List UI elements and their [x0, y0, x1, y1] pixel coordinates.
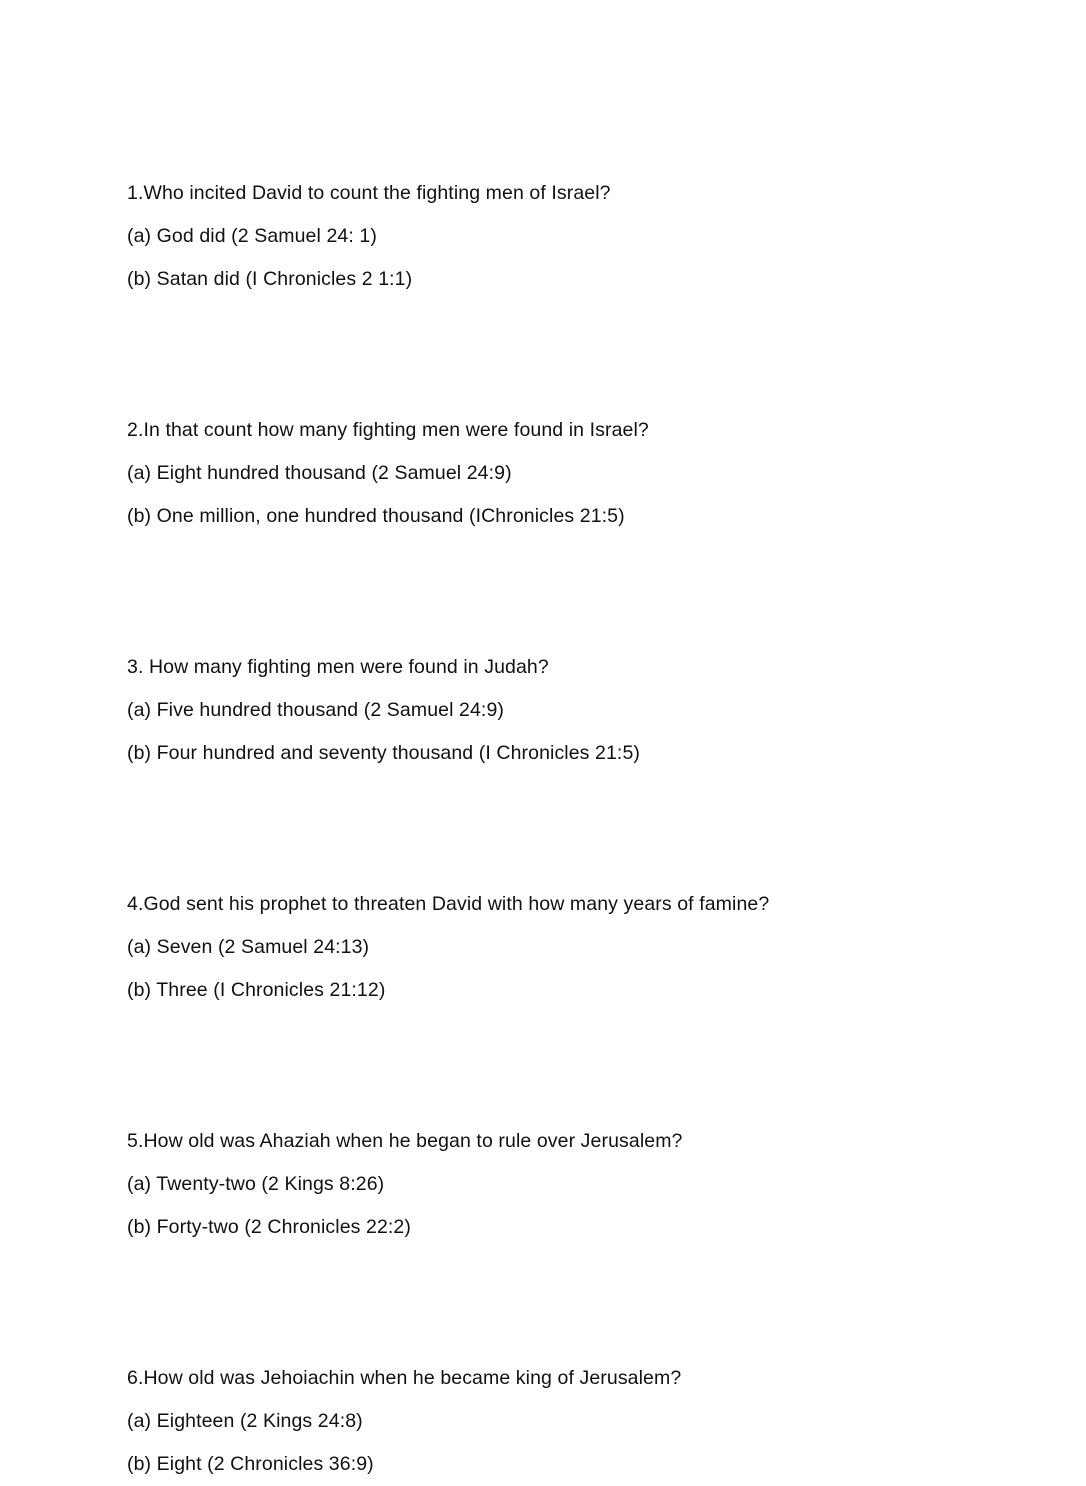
question-prompt: 5.How old was Ahaziah when he began to rule over Jerusalem? [127, 1130, 683, 1152]
question-block-3 [127, 646, 1086, 775]
question-block-4 [127, 883, 1086, 1012]
question-block-6 [127, 1357, 1086, 1486]
question-prompt: 2.In that count how many fighting men were found in Israel? [127, 419, 649, 441]
question-option-b: (b) Four hundred and seventy thousand (I Chronicles 21:5) [127, 742, 640, 764]
question-option-b: (b) Satan did (I Chronicles 2 1:1) [127, 268, 413, 290]
question-option-a: (a) Eight hundred thousand (2 Samuel 24:9) [127, 462, 512, 484]
question-option-b: (b) Three (I Chronicles 21:12) [127, 979, 386, 1001]
question-option-b: (b) One million, one hundred thousand (IChronicles 21:5) [127, 505, 625, 527]
question-option-a: (a) Seven (2 Samuel 24:13) [127, 936, 370, 958]
question-block-5 [127, 1120, 1086, 1249]
question-prompt: 1.Who incited David to count the fighting men of Israel? [127, 182, 611, 204]
question-block-2 [127, 409, 1086, 538]
question-option-a: (a) Five hundred thousand (2 Samuel 24:9) [127, 699, 504, 721]
question-option-a: (a) Twenty-two (2 Kings 8:26) [127, 1173, 385, 1195]
question-option-b: (b) Forty-two (2 Chronicles 22:2) [127, 1216, 411, 1238]
question-block-1 [127, 172, 1086, 301]
question-prompt: 4.God sent his prophet to threaten David with how many years of famine? [127, 893, 770, 915]
question-prompt: 6.How old was Jehoiachin when he became king of Jerusalem? [127, 1367, 682, 1389]
question-prompt: 3. How many fighting men were found in Judah? [127, 656, 549, 678]
question-option-b: (b) Eight (2 Chronicles 36:9) [127, 1453, 374, 1475]
question-option-a: (a) Eighteen (2 Kings 24:8) [127, 1410, 363, 1432]
question-option-a: (a) God did (2 Samuel 24: 1) [127, 225, 377, 247]
